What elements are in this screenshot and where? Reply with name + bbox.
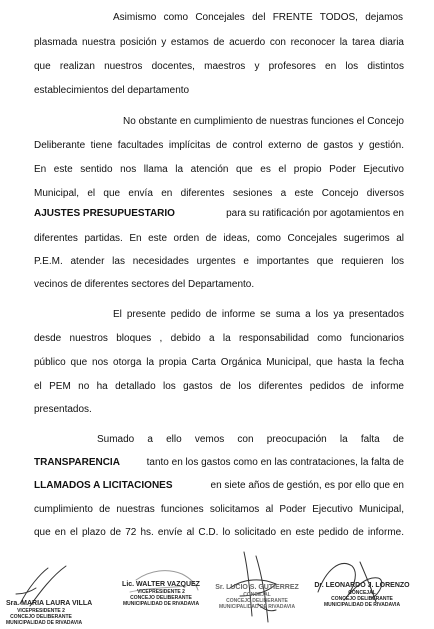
signer-institution: CONCEJO DELIBERANTE <box>10 614 72 620</box>
paragraph-2-line-5 <box>34 208 404 220</box>
text-line: diferentes partidas. En este orden de ideas, como Concejales sugerimos al <box>34 233 404 244</box>
paragraph-4-line-1 <box>97 434 404 446</box>
llamados-a-licitaciones-bold: LLAMADOS A LICITACIONES <box>34 480 173 491</box>
paragraph-4-line-2 <box>34 457 404 469</box>
paragraph-3-line-3 <box>34 357 404 369</box>
text-line: P.E.M. atender las necesidades urgentes e importantes que requieren los <box>34 256 404 267</box>
text-line: público que nos otorga la propia Carta Orgánica Municipal, que hasta la fecha <box>34 357 404 368</box>
paragraph-1-line-3 <box>34 61 404 73</box>
text-line: desde nuestros bloques , debido a la responsabilidad como funcionarios <box>34 333 404 344</box>
signature-lorenzo <box>314 582 410 608</box>
text-line: Sumado a ello vemos con preocupación la falta de <box>97 434 404 445</box>
text-line: Deliberante tiene facultades implícitas de control externo de gastos y gestión. <box>34 140 404 151</box>
text-line: tanto en los gastos como en las contrataciones, la falta de <box>146 457 404 468</box>
paragraph-2-line-4 <box>34 188 404 200</box>
signer-title: VICEPRESIDENTE 2 <box>17 608 65 614</box>
signer-institution: CONCEJO DELIBERANTE <box>130 595 192 601</box>
signer-institution: CONCEJO DELIBERANTE <box>226 598 288 604</box>
signature-gutierrez <box>214 584 300 610</box>
signature-villa <box>6 600 93 626</box>
paragraph-4-line-5 <box>34 527 404 539</box>
paragraph-2-line-1 <box>123 116 404 128</box>
transparencia-bold: TRANSPARENCIA <box>34 457 120 468</box>
signer-name: Dr. LEONARDO J. LORENZO <box>314 582 410 589</box>
paragraph-4-line-4 <box>34 504 404 516</box>
paragraph-1-line-1 <box>113 12 403 24</box>
signer-institution: CONCEJO DELIBERANTE <box>331 596 393 602</box>
paragraph-3-line-2 <box>34 333 404 345</box>
signature-block <box>0 548 434 629</box>
paragraph-2-line-6 <box>34 233 404 245</box>
text-line: para su ratificación por agotamientos en <box>226 208 404 219</box>
text-line: que realizan nuestros docentes, maestros y profesores en los distintos <box>34 61 404 72</box>
text-line: que en el plazo de 72 hs. envíe al C.D. lo solicitado en este pedido de informe. <box>34 527 404 538</box>
signer-name: Sra. MARIA LAURA VILLA <box>6 600 93 607</box>
paragraph-2-line-2 <box>34 140 404 152</box>
text-line: el PEM no ha detallado los gastos de los diferentes pedidos de informe <box>34 381 404 392</box>
text-line: en siete años de gestión, es por ello que en <box>210 480 404 491</box>
paragraph-3-line-1 <box>113 309 404 321</box>
text-line: plasmada nuestra posición y estamos de acuerdo con reconocer la tarea diaria <box>34 37 404 48</box>
paragraph-2-line-3 <box>34 164 404 176</box>
ajustes-presupuestario-bold: AJUSTES PRESUPUESTARIO <box>34 208 175 219</box>
paragraph-2-line-8: vecinos de diferentes sectores del Departamento. <box>34 279 255 290</box>
paragraph-1-line-2 <box>34 37 404 49</box>
text-line: No obstante en cumplimiento de nuestras funciones el Concejo <box>123 116 404 127</box>
text-line: Asimismo como Concejales del FRENTE TODOS, dejamos <box>113 12 403 23</box>
signer-name: Sr. LUCIO S. GUTIERREZ <box>215 584 299 591</box>
text-line: En este sentido nos llama la atención que es el propio Poder Ejecutivo <box>34 164 404 175</box>
text-line: cumplimiento de nuestras funciones solicitamos al Poder Ejecutivo Municipal, <box>34 504 404 515</box>
paragraph-3-line-5: presentados. <box>34 404 92 415</box>
signer-municipality: MUNICIPALIDAD DE RIVADAVIA <box>323 602 401 608</box>
signer-title: VICEPRESIDENTE 2 <box>137 589 185 595</box>
signer-municipality: MUNICIPALIDAD DE RIVADAVIA <box>218 604 296 610</box>
text-line: El presente pedido de informe se suma a los ya presentados <box>113 309 404 320</box>
signer-municipality: MUNICIPALIDAD DE RIVADAVIA <box>122 601 200 607</box>
paragraph-3-line-4 <box>34 381 404 393</box>
signer-title: CONCEJAL <box>243 592 271 598</box>
paragraph-1-line-4: establecimientos del departamento <box>34 85 190 96</box>
signer-name: Lic. WALTER VAZQUEZ <box>122 581 200 588</box>
paragraph-2-line-7 <box>34 256 404 268</box>
paragraph-4-line-3 <box>34 480 404 492</box>
text-line: Municipal, el que envía en diferentes sesiones a este Concejo diversos <box>34 188 404 199</box>
signer-municipality: MUNICIPALIDAD DE RIVADAVIA <box>6 620 83 626</box>
signature-vazquez <box>118 581 204 607</box>
signer-title: CONCEJAL <box>348 590 376 596</box>
